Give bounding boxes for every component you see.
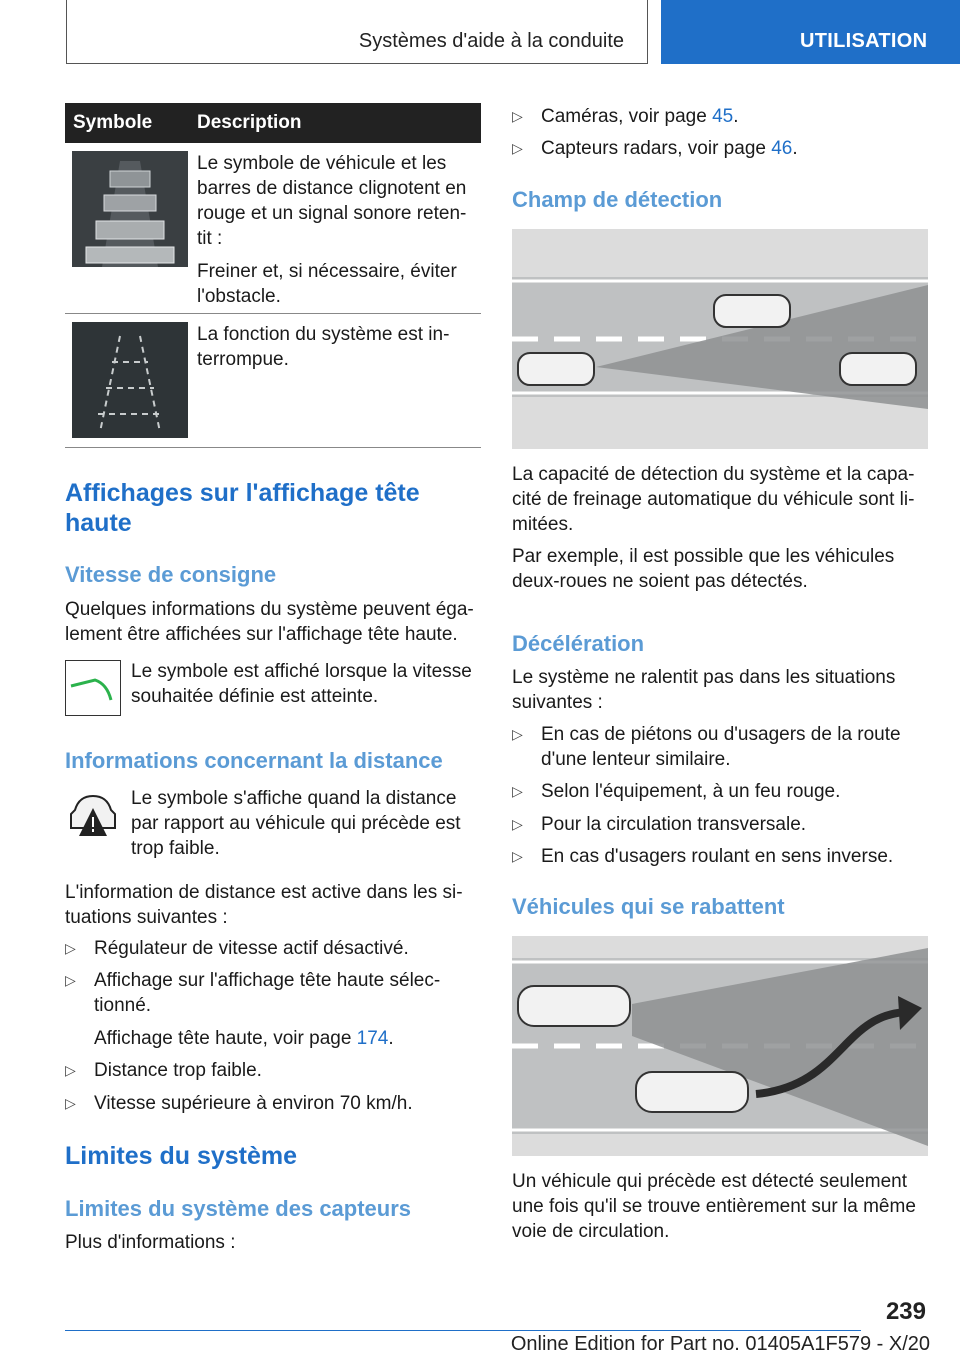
table-row bbox=[65, 313, 481, 447]
lane-bars-warning-icon bbox=[72, 151, 188, 267]
table-cell-symbol bbox=[65, 143, 189, 313]
heading-rabattent: Véhicules qui se rabattent bbox=[512, 894, 785, 919]
table-header-description: Description bbox=[189, 103, 481, 143]
table-cell-description bbox=[189, 313, 481, 447]
paragraph-distance: L'information de distance est active dans les si-tuations suivantes : bbox=[65, 882, 463, 928]
paragraph-rabattent: Un véhicule qui précède est détecté seulement une fois qu'il se trouve entièrement sur la même voie de circulation. bbox=[512, 1171, 916, 1242]
table-desc-paragraph: La fonction du système est in-terrompue. bbox=[197, 323, 450, 370]
paragraph-champ-2: Par exemple, il est possible que les véhicules deux-roues ne soient pas détectés. bbox=[512, 546, 895, 592]
footer-edition: Online Edition for Part no. 01405A1F579 - X/20 bbox=[510, 1333, 930, 1355]
subnote: Affichage tête haute, voir page 174. bbox=[94, 1028, 394, 1049]
triangle-bullet-icon: ▷ bbox=[512, 783, 523, 799]
table-desc-paragraph: Freiner et, si nécessaire, éviter l'obstacle. bbox=[197, 261, 457, 307]
table-cell-symbol bbox=[65, 313, 189, 447]
page-link[interactable]: 45 bbox=[712, 106, 734, 127]
icon-distance-text: Le symbole s'affiche quand la distance par rapport au véhicule qui précède est trop faible. bbox=[131, 788, 461, 859]
table-row bbox=[65, 143, 481, 313]
icon-vitesse-text: Le symbole est affiché lorsque la vitesse souhaitée définie est atteinte. bbox=[131, 661, 472, 707]
page-link[interactable]: 46 bbox=[771, 138, 793, 159]
heading-capteurs: Limites du système des capteurs bbox=[65, 1196, 412, 1221]
table-header-symbol: Symbole bbox=[65, 103, 189, 143]
heading-deceleration: Décélération bbox=[512, 631, 645, 656]
page-number: 239 bbox=[885, 1298, 926, 1325]
heading-champ: Champ de détection bbox=[512, 187, 723, 212]
paragraph-deceleration: Le système ne ralentit pas dans les situations suivantes : bbox=[512, 667, 896, 713]
triangle-bullet-icon: ▷ bbox=[65, 1062, 76, 1078]
table-cell-description bbox=[189, 143, 481, 313]
triangle-bullet-icon: ▷ bbox=[512, 816, 523, 832]
header-tab bbox=[661, 0, 960, 64]
detection-field-illustration bbox=[512, 229, 928, 449]
heading-limites: Limites du système bbox=[65, 1142, 298, 1170]
paragraph-champ-1: La capacité de détection du système et la capa-cité de freinage automatique du véhicule sont li-mitées. bbox=[512, 464, 915, 535]
triangle-bullet-icon: ▷ bbox=[65, 940, 76, 956]
heading-distance: Informations concernant la distance bbox=[65, 748, 443, 773]
lane-interrupted-icon bbox=[72, 322, 188, 438]
heading-vitesse: Vitesse de consigne bbox=[65, 562, 277, 587]
paragraph-vitesse: Quelques informations du système peuvent éga-lement être affichées sur l'affichage tête haute. bbox=[65, 599, 474, 645]
triangle-bullet-icon: ▷ bbox=[512, 848, 523, 864]
triangle-bullet-icon: ▷ bbox=[65, 972, 76, 988]
footer-divider bbox=[65, 1330, 861, 1331]
triangle-bullet-icon: ▷ bbox=[512, 726, 523, 742]
heading-affichages: Affichages sur l'affichage tête haute bbox=[65, 479, 420, 537]
speed-reached-icon bbox=[65, 660, 121, 716]
table-desc-paragraph: Le symbole de véhicule et les barres de distance clignotent en rouge et un signal sonore reten-tit : bbox=[197, 153, 467, 249]
triangle-bullet-icon: ▷ bbox=[512, 140, 523, 156]
page-link[interactable]: 174 bbox=[356, 1028, 389, 1049]
header-section-title: Systèmes d'aide à la conduite bbox=[358, 30, 624, 52]
distance-warning-icon bbox=[65, 786, 121, 842]
triangle-bullet-icon: ▷ bbox=[512, 108, 523, 124]
table-header-row bbox=[65, 103, 481, 143]
header-tab-label: UTILISATION bbox=[800, 30, 928, 52]
cutting-in-vehicle-illustration bbox=[512, 936, 928, 1156]
symbol-table bbox=[65, 103, 481, 448]
triangle-bullet-icon: ▷ bbox=[65, 1095, 76, 1111]
paragraph-capteurs: Plus d'informations : bbox=[65, 1232, 236, 1253]
